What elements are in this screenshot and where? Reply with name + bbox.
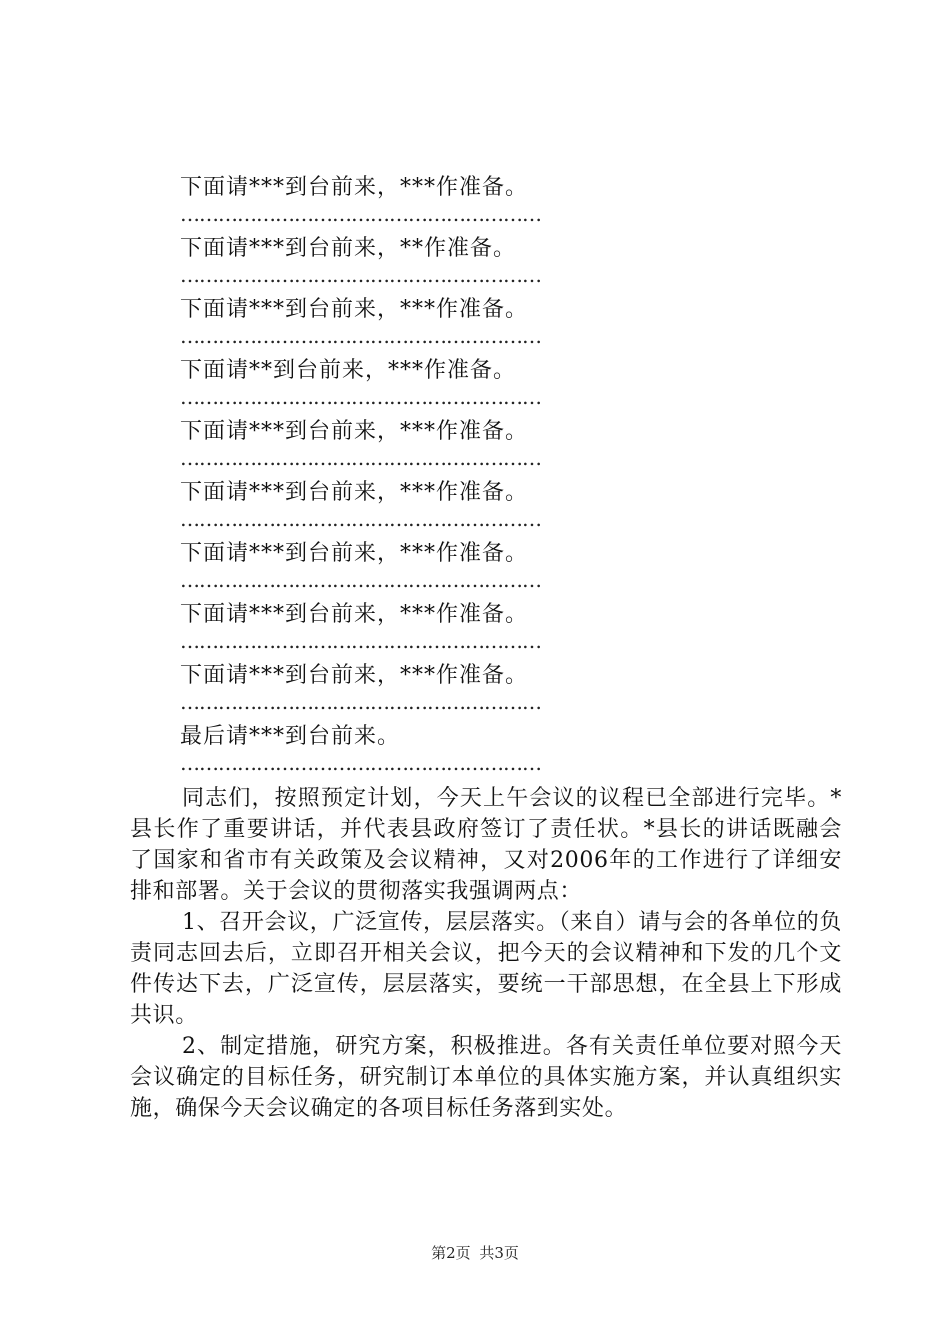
- agenda-item: [180, 538, 680, 599]
- agenda-item: [180, 721, 680, 782]
- closing-remarks: [130, 783, 842, 1124]
- agenda-item-text: 下面请**到台前来，***作准备。: [180, 358, 517, 383]
- agenda-item-text: 下面请***到台前来，***作准备。: [180, 663, 529, 688]
- dotted-leader: …………………………………………………: [180, 385, 541, 409]
- agenda-item: [180, 599, 680, 660]
- agenda-item-text: 最后请***到台前来。: [180, 724, 401, 749]
- agenda-list: [180, 172, 680, 782]
- agenda-item-text: 下面请***到台前来，***作准备。: [180, 419, 529, 444]
- dotted-leader: …………………………………………………: [180, 202, 541, 226]
- agenda-item-text: 下面请***到台前来，***作准备。: [180, 297, 529, 322]
- agenda-item: [180, 172, 680, 233]
- agenda-item: [180, 233, 680, 294]
- dotted-leader: …………………………………………………: [180, 263, 541, 287]
- agenda-item-text: 下面请***到台前来，***作准备。: [180, 480, 529, 505]
- dotted-leader: …………………………………………………: [180, 324, 541, 348]
- page-total: 共3页: [479, 1244, 519, 1262]
- page-footer: [0, 1243, 950, 1263]
- dotted-leader: …………………………………………………: [180, 568, 541, 592]
- dotted-leader: …………………………………………………: [180, 690, 541, 714]
- agenda-item: [180, 355, 680, 416]
- dotted-leader: …………………………………………………: [180, 629, 541, 653]
- dotted-leader: …………………………………………………: [180, 507, 541, 531]
- dotted-leader: …………………………………………………: [180, 446, 541, 470]
- page-number: 第2页: [431, 1244, 471, 1262]
- agenda-item: [180, 660, 680, 721]
- body-paragraph: 2、制定措施，研究方案，积极推进。各有关责任单位要对照今天会议确定的目标任务，研究制订本单位的具体实施方案，并认真组织实施，确保今天会议确定的各项目标任务落到实处。: [130, 1034, 842, 1121]
- agenda-item: [180, 477, 680, 538]
- agenda-item: [180, 294, 680, 355]
- agenda-item: [180, 416, 680, 477]
- agenda-item-text: 下面请***到台前来，***作准备。: [180, 541, 529, 566]
- agenda-item-text: 下面请***到台前来，***作准备。: [180, 175, 529, 200]
- agenda-item-text: 下面请***到台前来，***作准备。: [180, 602, 529, 627]
- dotted-leader: …………………………………………………: [180, 751, 541, 775]
- agenda-item-text: 下面请***到台前来，**作准备。: [180, 236, 517, 261]
- body-paragraph: 同志们，按照预定计划，今天上午会议的议程已全部进行完毕。*县长作了重要讲话，并代表县政府签订了责任状。*县长的讲话既融会了国家和省市有关政策及会议精神，又对2006年的工作进行了详细安排和部署。关于会议的贯彻落实我强调两点：: [130, 786, 842, 904]
- body-paragraph: 1、召开会议，广泛宣传，层层落实。（来自）请与会的各单位的负责同志回去后，立即召开相关会议，把今天的会议精神和下发的几个文件传达下去，广泛宣传，层层落实，要统一干部思想，在全县上下形成共识。: [130, 910, 842, 1028]
